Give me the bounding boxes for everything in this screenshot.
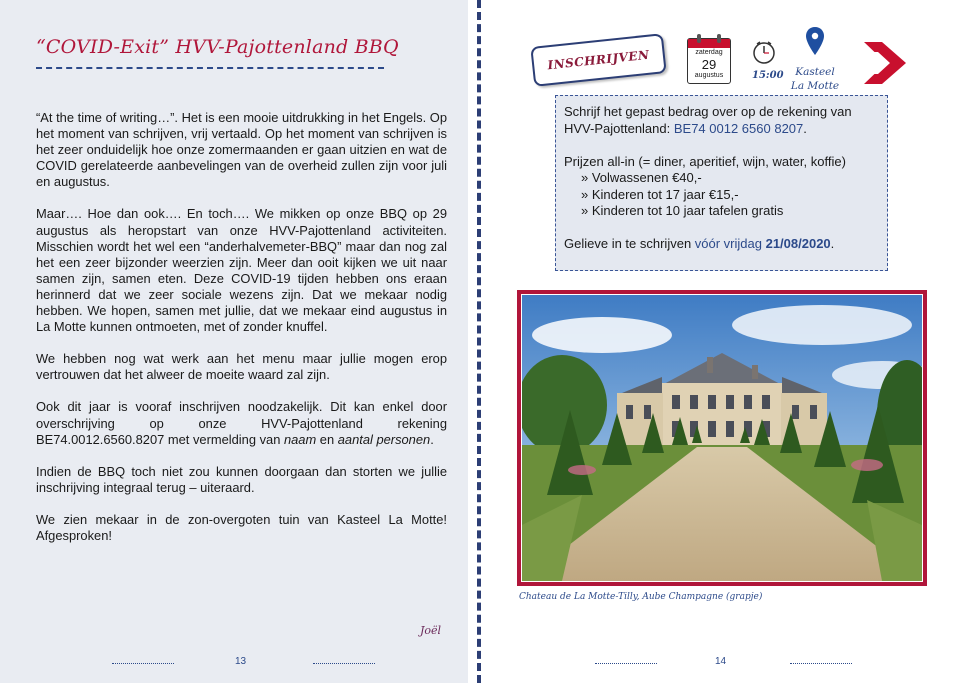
footer-dots-left-a — [112, 663, 174, 664]
emphasis-aantal-personen: aantal personen — [337, 431, 431, 447]
info-account-label: HVV-Pajottenland: — [564, 120, 674, 136]
iban-number: BE74 0012 6560 8207 — [673, 120, 804, 136]
chevron-right-icon — [862, 40, 908, 86]
photo-caption: Chateau de La Motte-Tilly, Aube Champagne (grapje) — [519, 592, 763, 602]
footer-dots-right-b — [790, 663, 852, 664]
prices-title: Prijzen all-in (= diner, aperitief, wijn, water, koffie) — [564, 153, 846, 169]
author-signature: Joël — [420, 624, 442, 637]
chateau-photo — [522, 295, 922, 581]
info-line-2 — [564, 121, 884, 138]
price-children-17: » Kinderen tot 17 jaar €15,- — [581, 186, 739, 202]
paragraph-5: Indien de BBQ toch niet zou kunnen doorgaan dan storten we jullie inschrijving integraal terug – uiteraard. — [36, 463, 447, 495]
info-line-1: Schrijf het gepast bedrag over op de rekening van — [564, 104, 852, 119]
book-spine — [477, 0, 481, 683]
chateau-photo-frame — [517, 290, 927, 586]
paragraph-3: We hebben nog wat werk aan het menu maar jullie mogen erop vertrouwen dat het alweer de moeite waard zal zijn. — [36, 351, 447, 383]
article-body — [36, 110, 447, 560]
price-children-10: » Kinderen tot 10 jaar tafelen gratis — [581, 203, 784, 218]
clock-icon — [752, 40, 776, 64]
paragraph-4-end: . — [430, 431, 434, 447]
paragraph-4 — [36, 399, 447, 447]
paragraph-6: We zien mekaar in de zon-overgoten tuin van Kasteel La Motte! Afgesproken! — [36, 511, 447, 543]
registration-text — [564, 104, 884, 253]
paragraph-4-mid: en — [316, 431, 338, 447]
deadline-suffix: . — [830, 236, 835, 251]
info-line-2-suffix: . — [803, 120, 807, 136]
paragraph-1: “At the time of writing…”. Het is een mooie uitdrukking in het Engels. Op het moment van schrijven, vrij vertaald. Op het moment van schrijven is het zeer onduidelijk hoe onze zomermaanden er gaan uitzien en wat de COVID gerelateerde aanbevelingen van de overheid zullen zijn voor juli en augustus. — [36, 110, 447, 190]
left-page — [0, 0, 468, 683]
paragraph-2: Maar…. Hoe dan ook…. En toch…. We mikken op onze BBQ op 29 augustus als heropstart van onze HVV-Pajottenland activiteiten. Misschien wordt het wel een “anderhalvemeter-BBQ” maar dan nog zal het een zeer bijzonder weerzien zijn. Meer dan ooit kijken we uit naar samen zijn, samen eten. Deze COVID-19 tijden hebben ons eraan herinnerd dat we zeer sociale wezens zijn. Dat we mekaar nodig hebben. We hopen, samen met jullie, dat we mekaar eind augustus in La Motte kunnen ontmoeten, met of zonder knuffel. — [36, 206, 447, 335]
event-time: 15:00 — [752, 70, 784, 81]
location-pin-icon — [805, 26, 825, 56]
calendar-date: 29 — [701, 57, 717, 72]
paragraph-4-text: Ook dit jaar is vooraf inschrijven noodzakelijk. Dit kan enkel door overschrijving op onze HVV-Pajottenland rekening BE74.0012.6560.8207 met vermelding van — [36, 399, 447, 447]
calendar-icon — [687, 38, 731, 84]
registration-info-box — [555, 95, 888, 271]
deadline-weekday: vóór vrijdag — [694, 236, 766, 251]
event-location — [790, 65, 840, 93]
footer-dots-right-a — [595, 663, 657, 664]
page-number-left: 13 — [235, 656, 247, 667]
calendar-weekday: zaterdag — [695, 49, 723, 56]
deadline-date: 21/08/2020 — [765, 236, 831, 251]
deadline-prefix: Gelieve in te schrijven — [564, 236, 695, 251]
price-adults: » Volwassenen €40,- — [581, 170, 702, 185]
badge-label: INSCHRIJVEN — [546, 47, 651, 73]
calendar-month: augustus — [694, 72, 724, 79]
title-divider — [36, 67, 384, 69]
page-title: “COVID-Exit” HVV-Pajottenland BBQ — [36, 36, 399, 58]
emphasis-naam: naam — [283, 431, 317, 447]
deadline-line — [564, 236, 884, 253]
footer-dots-left-b — [313, 663, 375, 664]
location-line-1: Kasteel — [795, 66, 835, 78]
location-line-2: La Motte — [790, 80, 840, 92]
page-number-right: 14 — [715, 656, 727, 667]
